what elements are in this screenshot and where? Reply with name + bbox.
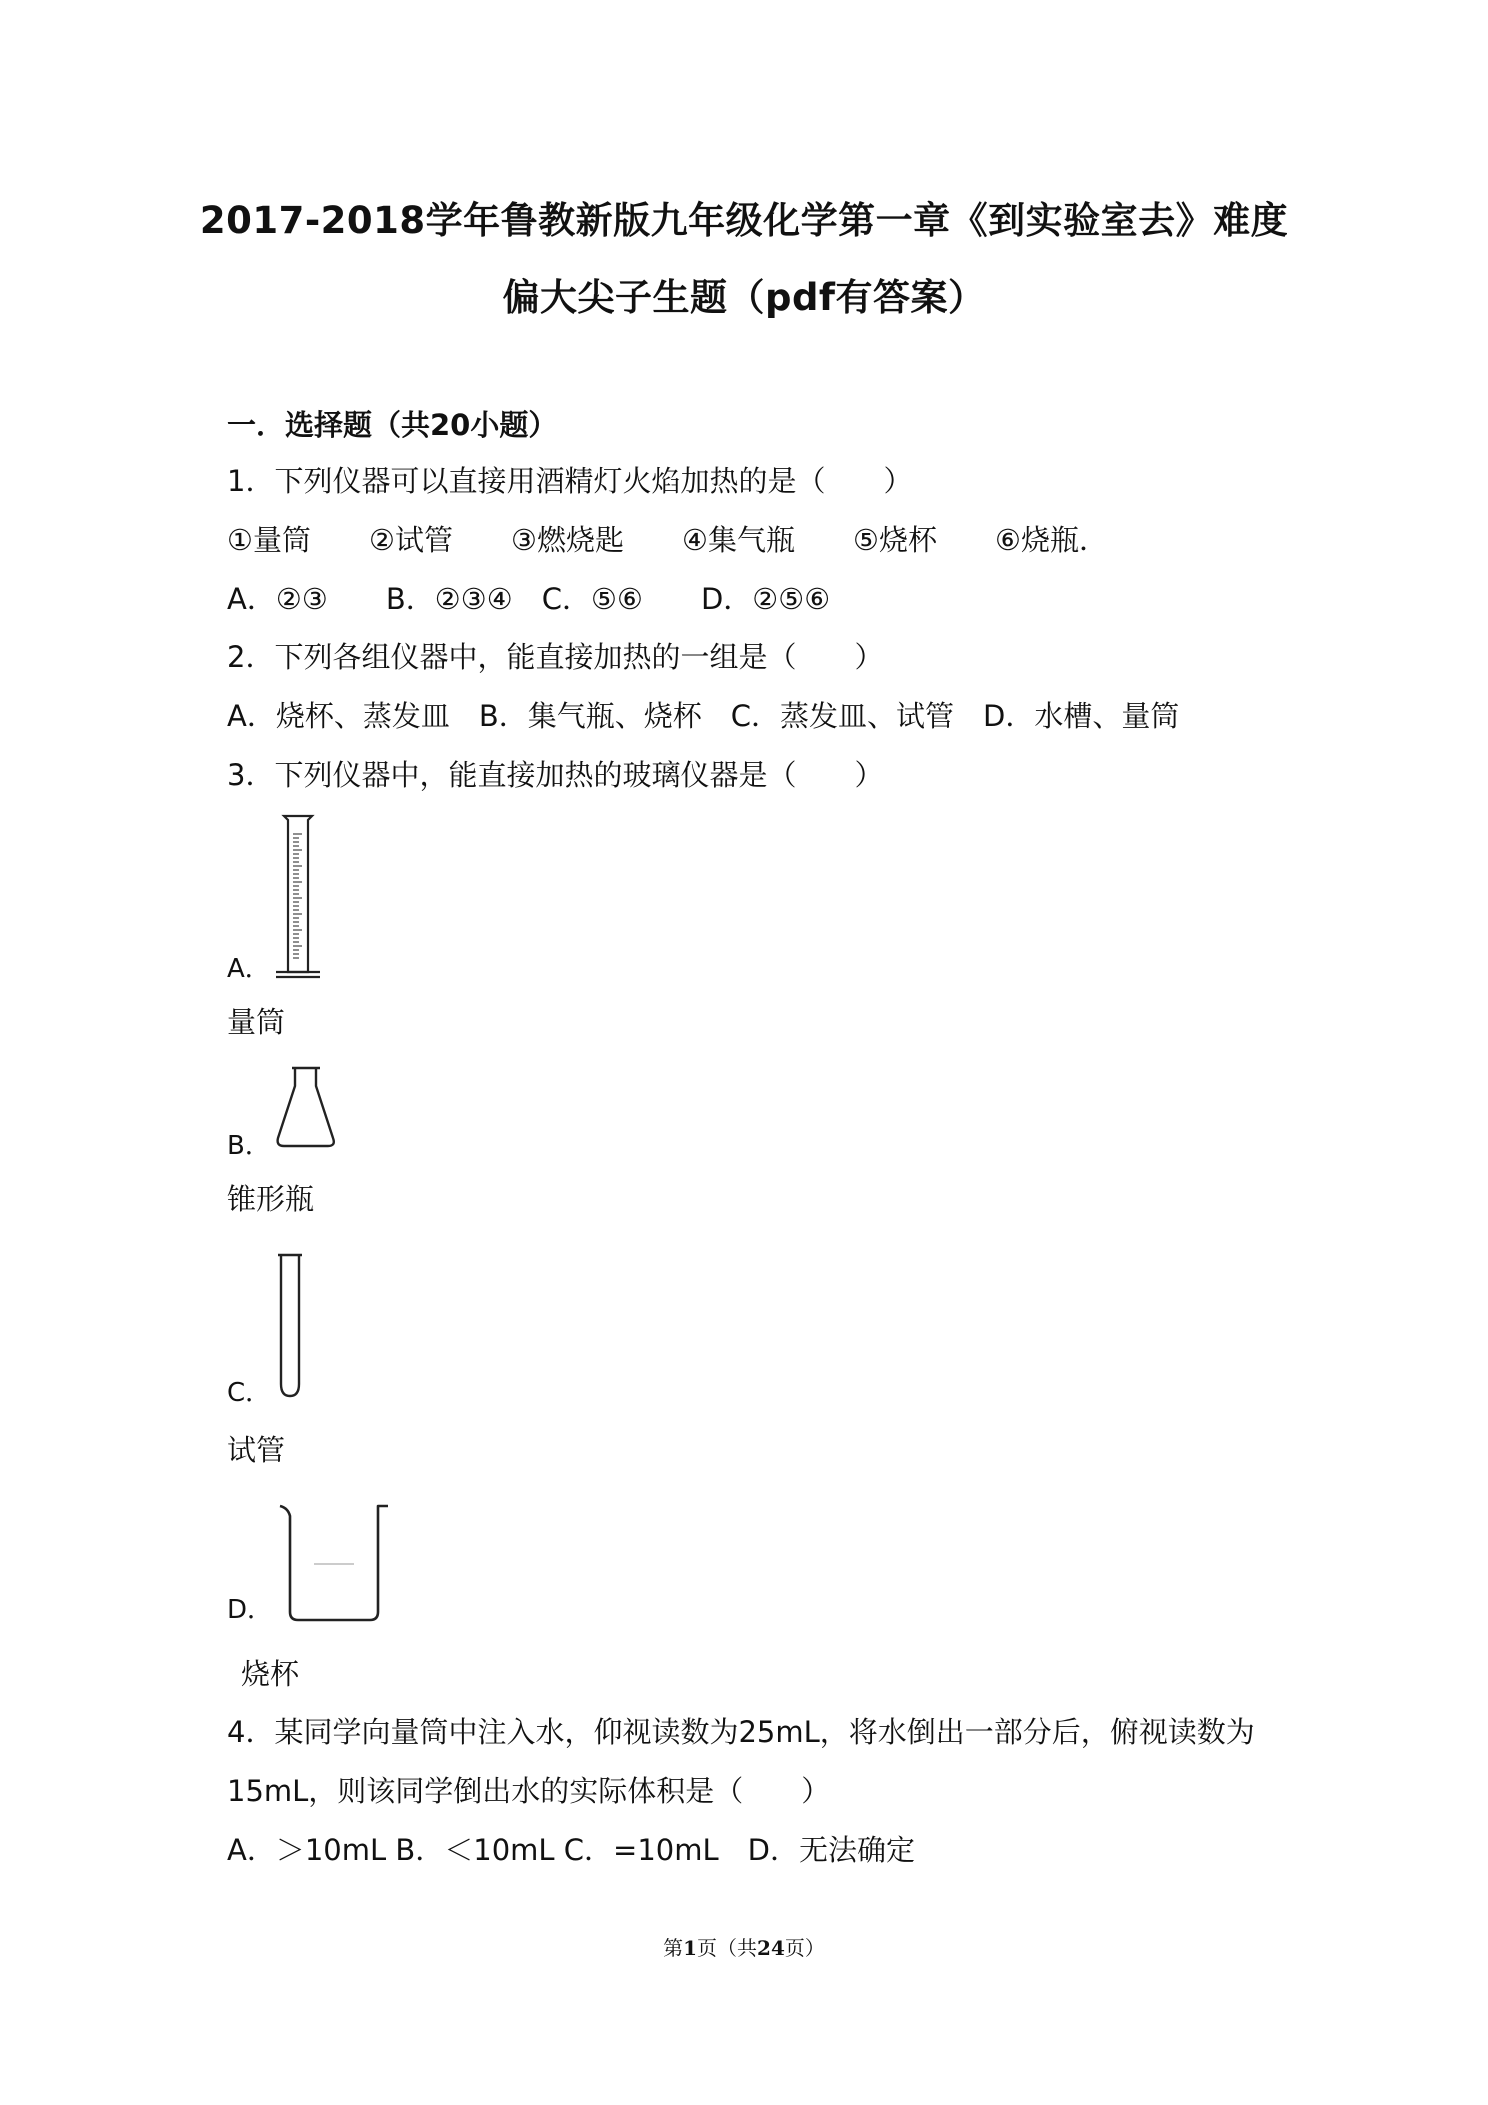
question-3-choice-c-letter: C． — [227, 1378, 272, 1408]
question-3-choice-c-caption: 试管 — [227, 1433, 286, 1467]
question-1-stem: 1．下列仪器可以直接用酒精灯火焰加热的是（ ） — [227, 464, 913, 498]
question-4-stem-line-1: 4．某同学向量筒中注入水，仰视读数为25mL，将水倒出一部分后，俯视读数为 — [227, 1715, 1255, 1749]
question-3-stem: 3．下列仪器中，能直接加热的玻璃仪器是（ ） — [227, 758, 884, 792]
footer-page-number: 1 — [683, 1936, 698, 1960]
beaker-icon — [276, 1502, 392, 1624]
graduated-cylinder-icon — [270, 814, 332, 984]
question-1-items: ①量筒 ②试管 ③燃烧匙 ④集气瓶 ⑤烧杯 ⑥烧瓶． — [227, 523, 1108, 557]
question-3-choice-d-letter: D． — [227, 1595, 274, 1625]
question-1-options: A．②③ B．②③④ C．⑤⑥ D．②⑤⑥ — [227, 582, 831, 616]
question-3-choice-a-caption: 量筒 — [227, 1005, 286, 1039]
footer-suffix: 页） — [784, 1936, 825, 1960]
section-heading: 一．选择题（共20小题） — [227, 408, 558, 442]
question-3-choice-b-caption: 锥形瓶 — [227, 1182, 315, 1216]
question-3-choice-b-letter: B． — [227, 1131, 271, 1161]
footer-middle: 页（共 — [697, 1936, 758, 1960]
question-4-stem-line-2: 15mL，则该同学倒出水的实际体积是（ ） — [227, 1774, 831, 1808]
footer-prefix: 第 — [663, 1936, 684, 1960]
footer-total-pages: 24 — [757, 1936, 785, 1960]
document-title-line-2: 偏大尖子生题（pdf有答案） — [502, 276, 986, 319]
page-footer — [0, 1938, 1488, 1958]
erlenmeyer-flask-icon — [272, 1064, 338, 1152]
question-3-choice-a-letter: A． — [227, 954, 271, 984]
document-title-line-1: 2017-2018学年鲁教新版九年级化学第一章《到实验室去》难度 — [199, 199, 1289, 242]
question-2-options: A．烧杯、蒸发皿 B．集气瓶、烧杯 C．蒸发皿、试管 D．水槽、量筒 — [227, 699, 1180, 733]
question-3-choice-d-caption: 烧杯 — [241, 1657, 300, 1691]
question-2-stem: 2．下列各组仪器中，能直接加热的一组是（ ） — [227, 640, 884, 674]
question-4-options: A．＞10mL B．＜10mL C．=10mL D．无法确定 — [227, 1833, 915, 1867]
test-tube-icon — [272, 1252, 308, 1402]
